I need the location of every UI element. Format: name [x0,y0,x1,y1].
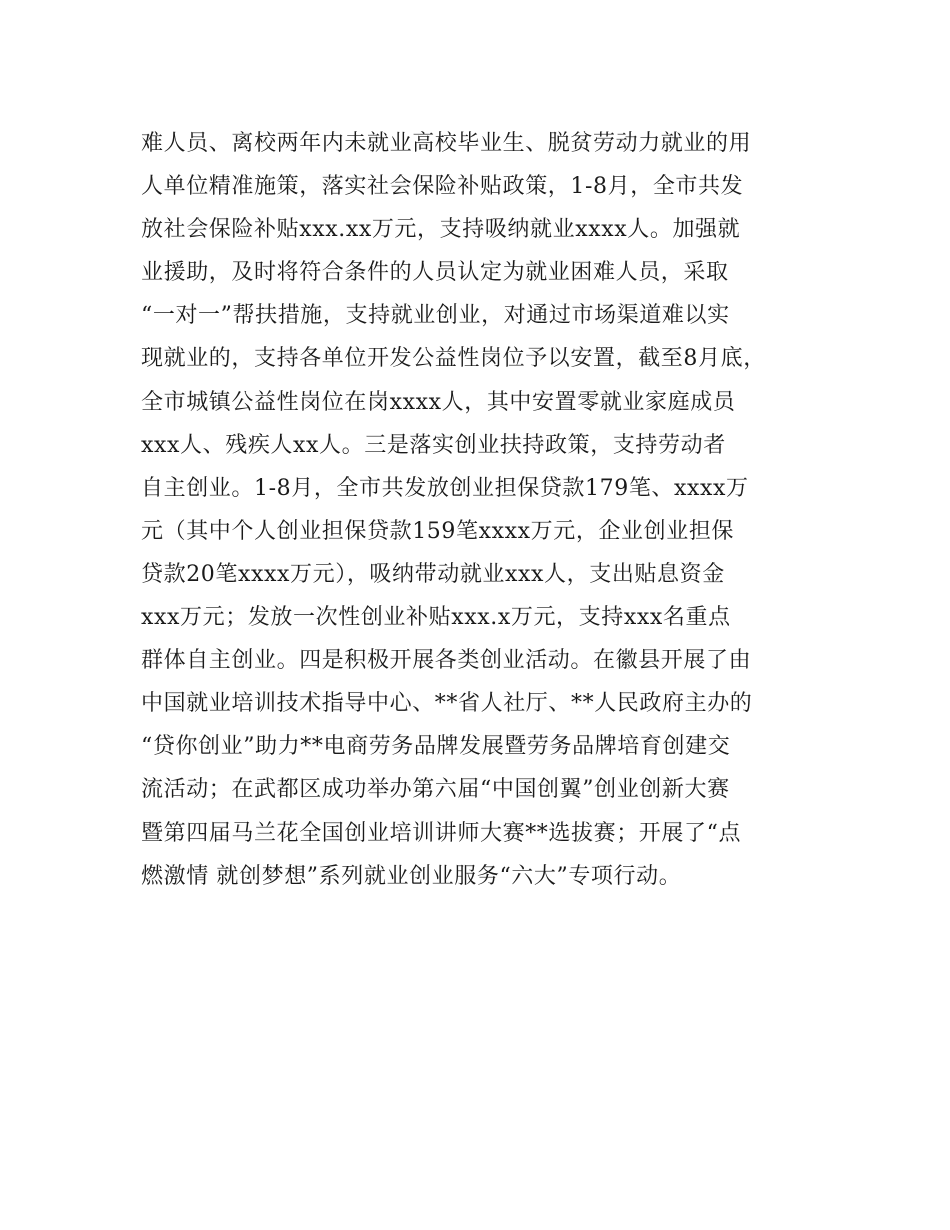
text-line: 自主创业。1-8月，全市共发放创业担保贷款179笔、xxxx万 [141,475,749,501]
text-line: xxx人、残疾人xx人。三是落实创业扶持政策，支持劳动者 [141,432,726,458]
text-line: 贷款20笔xxxx万元），吸纳带动就业xxx人，支出贴息资金 [141,561,725,587]
text-line: 难人员、离校两年内未就业高校毕业生、脱贫劳动力就业的用 [141,131,752,156]
text-line: 现就业的，支持各单位开发公益性岗位予以安置，截至8月底， [141,346,766,372]
text-line: 人单位精准施策，落实社会保险补贴政策，1-8月，全市共发 [141,174,744,200]
text-line: 全市城镇公益性岗位在岗xxxx人，其中安置零就业家庭成员 [141,389,736,415]
body-paragraph [141,122,821,898]
text-line: xxx万元；发放一次性创业补贴xxx.x万元，支持xxx名重点 [141,605,731,631]
text-line: 暨第四届马兰花全国创业培训讲师大赛**选拔赛；开展了“点 [141,820,742,846]
text-line: 燃激情 就创梦想”系列就业创业服务“六大”专项行动。 [141,863,682,889]
text-line: “一对一”帮扶措施，支持就业创业，对通过市场渠道难以实 [141,303,730,329]
text-line: “贷你创业”助力**电商劳务品牌发展暨劳务品牌培育创建交 [141,734,731,760]
text-line: 业援助，及时将符合条件的人员认定为就业困难人员，采取 [141,260,729,286]
text-line: 群体自主创业。四是积极开展各类创业活动。在徽县开展了由 [141,648,752,674]
text-line: 元（其中个人创业担保贷款159笔xxxx万元，企业创业担保 [141,518,735,544]
text-line: 中国就业培训技术指导中心、**省人社厅、**人民政府主办的 [141,691,753,717]
text-line: 流活动；在武都区成功举办第六届“中国创翼”创业创新大赛 [141,777,730,803]
text-line: 放社会保险补贴xxx.xx万元，支持吸纳就业xxxx人。加强就 [141,217,741,243]
